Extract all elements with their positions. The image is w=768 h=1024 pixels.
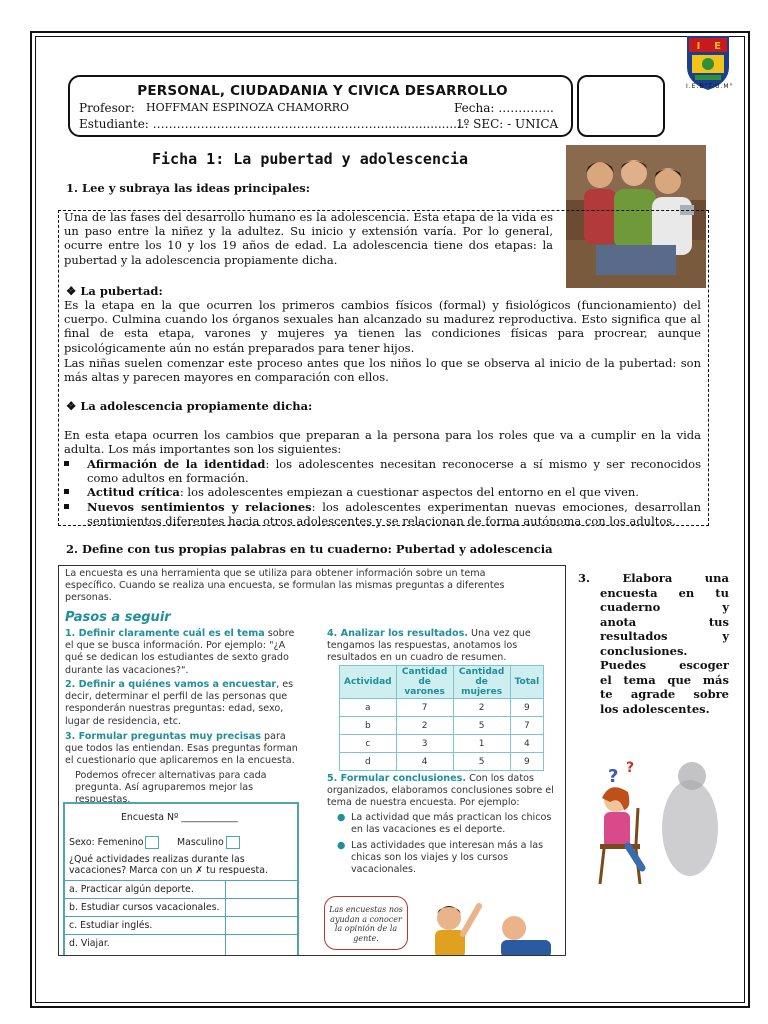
- femenino-checkbox[interactable]: [145, 836, 159, 849]
- table-row: a 7 2 9: [340, 699, 544, 717]
- speech-bubble: [324, 896, 408, 950]
- sexo-femenino: Sexo: Femenino: [69, 836, 159, 849]
- logo-caption: I.E.B"T.U.M": [686, 83, 734, 90]
- bullet-square-icon: [64, 461, 69, 466]
- bullet-square-icon: [64, 489, 69, 494]
- profesor-name: HOFFMAN ESPINOZA CHAMORRO: [146, 101, 350, 114]
- item-text: : los adolescentes experimentan nuevas emociones, desarrollan sentimientos diferentes hacia otros adolescentes y se relacionan de forma autónoma con los adultos.: [87, 499, 701, 528]
- q3-line: conclusiones.: [600, 643, 688, 658]
- item-term: Afirmación de la identidad: [87, 457, 266, 471]
- profesor-label: Profesor:: [79, 101, 135, 115]
- item-term: Nuevos sentimientos y relaciones: [87, 499, 312, 514]
- step-3-note: Podemos ofrecer alternativas para cada pregunta. Así agruparemos mejor las respuestas.: [75, 770, 267, 806]
- table-header: Total: [510, 666, 544, 699]
- pubertad-paragraph-2: Las niñas suelen comenzar este proceso antes que los niños lo que se observa al inicio de la pubertad: son más altas y parecen mayores en comparación con ellos.: [64, 356, 701, 385]
- step-5: 5. Formular conclusiones. Con los datos organizados, elaboramos conclusiones sobre el tema de nuestra encuesta. Por ejemplo:: [327, 773, 554, 809]
- q3-line: resultados y: [600, 629, 729, 643]
- fecha-field[interactable]: Fecha: …………..: [454, 101, 554, 115]
- bubble-text: Las encuestas nos ayudan a conocer la opinión de la gente.: [329, 905, 403, 943]
- book-intro: La encuesta es una herramienta que se utiliza para obtener información sobre un tema específico. Cuando se realiza una encuesta, se formulan las mismas preguntas a diferentes personas.: [65, 568, 505, 604]
- option-b[interactable]: b. Estudiar cursos vacacionales.: [69, 902, 220, 913]
- worksheet-title: Ficha 1: La pubertad y adolescencia: [152, 150, 469, 168]
- step-4: 4. Analizar los resultados. Una vez que tengamos las respuestas, anotamos los resultados en un cuadro de resumen.: [327, 628, 531, 664]
- step-1: 1. Definir claramente cuál es el tema sobre el que se busca información. Por ejemplo: "¿A qué se dedican los estudiantes de sexto grado durante las vacaciones?".: [65, 628, 295, 676]
- pasos-heading: Pasos a seguir: [65, 610, 171, 625]
- conclusion-2: ● Las actividades que interesan más a las chicas son los viajes y los cursos vacacionales.: [337, 840, 544, 876]
- list-item: [64, 500, 701, 528]
- characteristics-list: [64, 457, 701, 528]
- header-box: [68, 75, 573, 137]
- q3-line: el tema que más: [600, 672, 729, 687]
- item-term: Actitud crítica: [87, 485, 180, 500]
- adolescencia-paragraph: En esta etapa ocurren los cambios que preparan a la persona para los roles que va a cumplir en la vida adulta. Los más importantes son los siguientes:: [64, 428, 701, 457]
- q3-line: encuesta en tu: [600, 585, 729, 600]
- table-row: b 2 5 7: [340, 717, 544, 735]
- table-header: Actividad: [340, 666, 397, 699]
- estudiante-field[interactable]: Estudiante: ………………………………………………….......................: [79, 117, 469, 131]
- option-a[interactable]: a. Practicar algún deporte.: [69, 884, 194, 895]
- svg-text:I: I: [696, 41, 701, 52]
- conclusion-1: ● La actividad que más practican los chicos en las vacaciones es el deporte.: [337, 812, 552, 836]
- table-row: d 4 5 9: [340, 753, 544, 771]
- q3-line: 3. Elabora una: [578, 571, 729, 585]
- q3-line: Puedes escoger: [600, 658, 729, 672]
- item-text: : los adolescentes necesitan reconocerse a sí mismo y ser reconocidos como adultos en formación.: [87, 457, 701, 486]
- course-title: PERSONAL, CIUDADANIA Y CIVICA DESARROLLO: [137, 83, 508, 99]
- survey-question: ¿Qué actividades realizas durante las vacaciones? Marca con un ✗ tu respuesta.: [69, 854, 268, 876]
- students-illustration: [419, 888, 566, 956]
- pubertad-heading: ❖ La pubertad:: [66, 284, 163, 298]
- bullet-square-icon: [64, 504, 69, 509]
- pubertad-paragraph-1: Es la etapa en la que ocurren los primeros cambios físicos (formal) y fisiológicos (funcionamiento) del cuerpo. Culmina cuando los órganos sexuales han alcanzado su madurez reproductiva. Esto significa que al final de esta etapa, varones y mujeres ya tienen las condiciones físicas para procrear, aunque psicológicamente aún no están preparados para tener hijos.: [64, 298, 701, 355]
- q3-line: anota tus: [600, 614, 729, 629]
- survey-form: [63, 802, 299, 956]
- q3-line: los adolescentes.: [600, 701, 710, 716]
- section-label: 1º SEC: - UNICA: [456, 117, 559, 131]
- option-c[interactable]: c. Estudiar inglés.: [69, 920, 153, 931]
- table-row: c 3 1 4: [340, 735, 544, 753]
- sexo-masculino: Masculino: [177, 836, 240, 849]
- option-d[interactable]: d. Viajar.: [69, 938, 110, 949]
- q3-line: te agrade sobre: [600, 687, 729, 701]
- question-1: 1. Lee y subraya las ideas principales:: [66, 181, 310, 195]
- item-text: : los adolescentes empiezan a cuestionar aspectos del entorno en el que viven.: [179, 485, 639, 500]
- results-table: [339, 665, 544, 771]
- list-item: [64, 457, 701, 485]
- question-2: 2. Define con tus propias palabras en tu cuaderno: Pubertad y adolescencia: [66, 542, 553, 556]
- survey-title: Encuesta Nº ____________: [121, 812, 238, 823]
- table-header: Cantidad de varones: [396, 666, 453, 699]
- step-3: 3. Formular preguntas muy precisas para que todos las entiendan. Esas preguntas forman el cuestionario que aplicaremos en la encuesta.: [65, 731, 298, 767]
- thinking-girl-illustration: [580, 758, 730, 888]
- svg-text:?: ?: [608, 766, 619, 787]
- textbook-excerpt: [58, 565, 566, 956]
- table-header: Cantidad de mujeres: [453, 666, 510, 699]
- step-2: 2. Definir a quiénes vamos a encuestar, es decir, determinar el perfil de las personas que responderán nuestras preguntas: edad, sexo, lugar de residencia, etc.: [65, 679, 294, 727]
- masculino-checkbox[interactable]: [226, 836, 240, 849]
- adolescencia-heading: ❖ La adolescencia propiamente dicha:: [66, 399, 313, 413]
- grade-box: [577, 75, 665, 137]
- q3-line: cuaderno y: [600, 600, 729, 614]
- question-3: [578, 571, 729, 716]
- svg-text:E: E: [714, 41, 721, 52]
- list-item: [64, 485, 701, 499]
- intro-paragraph: Una de las fases del desarrollo humano es la adolescencia. Esta etapa de la vida es un paso entre la niñez y la adultez. Su inicio y extensión varía. Por lo general, ocurre entre los 10 y los 19 años de edad. La adolescencia tiene dos etapas: la pubertad y la adolescencia propiamente dicha.: [64, 210, 553, 267]
- svg-text:?: ?: [626, 760, 635, 776]
